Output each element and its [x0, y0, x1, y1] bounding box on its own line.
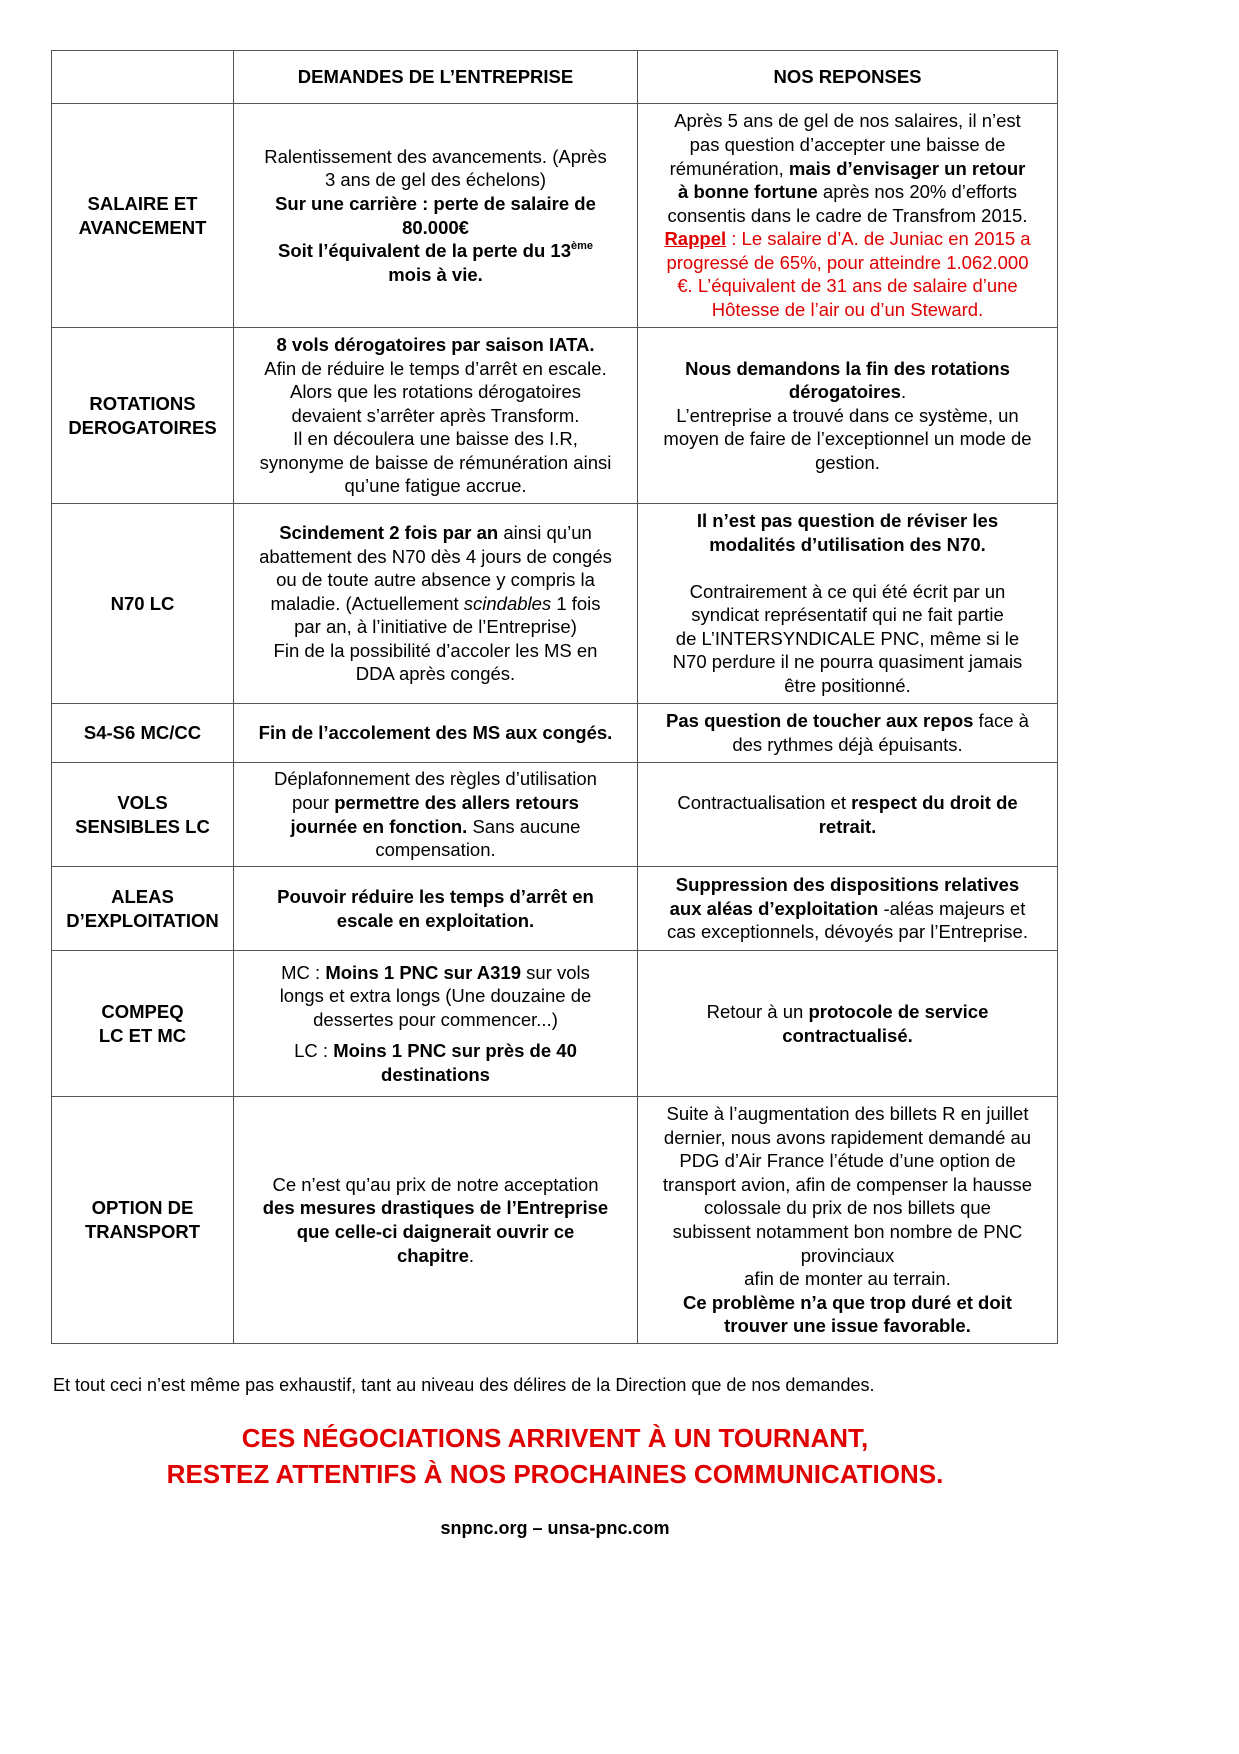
footer-links: snpnc.org – unsa-pnc.com [440, 1518, 670, 1538]
table-row [52, 1097, 1058, 1344]
table-row [52, 867, 1058, 951]
table-row [52, 104, 1058, 328]
row-label: OPTION DE TRANSPORT [52, 1097, 234, 1344]
row-label: ROTATIONS DEROGATOIRES [52, 328, 234, 504]
response-cell: Pas question de toucher aux repos face à des rythmes déjà épuisants. [638, 704, 1058, 763]
demand-cell: Scindement 2 fois par an ainsi qu’un abattement des N70 dès 4 jours de congés ou de toute autre absence y compris la maladie. (Actuellement scindables 1 fois par an, à l’initiative de l’Entreprise) Fin de la possibilité d’accoler les MS en DDA après congés. [234, 504, 638, 704]
row-label: N70 LC [52, 504, 234, 704]
red-callout [0, 1420, 1110, 1492]
row-label: S4-S6 MC/CC [52, 704, 234, 763]
table-row [52, 328, 1058, 504]
demand-cell: MC : Moins 1 PNC sur A319 sur vols longs et extra longs (Une douzaine de dessertes pour commencer...) LC : Moins 1 PNC sur près de 40 destinations [234, 951, 638, 1097]
rappel-note: Rappel : Le salaire d’A. de Juniac en 2015 a [664, 228, 1031, 250]
response-cell: Il n’est pas question de réviser les modalités d’utilisation des N70. Contrairement à ce qui été écrit par un syndicat représentatif qui ne fait partie de L’INTERSYNDICALE PNC, même si le N70 perdure il ne pourra quasiment jamais être positionné. [638, 504, 1058, 704]
demand-cell: Ce n’est qu’au prix de notre acceptation des mesures drastiques de l’Entreprise que celle-ci daignerait ouvrir ce chapitre. [234, 1097, 638, 1344]
negotiation-table [51, 50, 1058, 1344]
row-label: COMPEQ LC ET MC [52, 951, 234, 1097]
response-cell: Suite à l’augmentation des billets R en juillet dernier, nous avons rapidement demandé au PDG d’Air France l’étude d’une option de transport avion, afin de compenser la hausse colossale du prix de nos billets que subissent notamment bon nombre de PNC provinciaux afin de monter au terrain. Ce problème n’a que trop duré et doit trouver une issue favorable. [638, 1097, 1058, 1344]
demand-cell: Pouvoir réduire les temps d’arrêt en escale en exploitation. [234, 867, 638, 951]
table-row [52, 704, 1058, 763]
row-label: SALAIRE ET AVANCEMENT [52, 104, 234, 328]
demand-cell: Fin de l’accolement des MS aux congés. [234, 704, 638, 763]
table-row [52, 504, 1058, 704]
callout-line-2: RESTEZ ATTENTIFS À NOS PROCHAINES COMMUNICATIONS. [166, 1459, 944, 1489]
demand-cell: 8 vols dérogatoires par saison IATA. Afin de réduire le temps d’arrêt en escale. Alors que les rotations dérogatoires devaient s’arrêter après Transform. Il en découlera une baisse des I.R, synonyme de baisse de rémunération ainsi qu’une fatigue accrue. [234, 328, 638, 504]
response-cell: Après 5 ans de gel de nos salaires, il n’est pas question d’accepter une baisse de rémunération, mais d’envisager un retour à bonne fortune après nos 20% d’efforts consentis dans le cadre de Transfrom 2015. Rappel : Le salaire d’A. de Juniac en 2015 a progressé de 65%, pour atteindre 1.062.000 €. L’équivalent de 31 ans de salaire d’une Hôtesse de l’air ou d’un Steward. [638, 104, 1058, 328]
response-cell: Suppression des dispositions relatives aux aléas d’exploitation -aléas majeurs et cas exceptionnels, dévoyés par l’Entreprise. [638, 867, 1058, 951]
response-cell: Contractualisation et respect du droit de retrait. [638, 763, 1058, 867]
header-reponses: NOS REPONSES [638, 51, 1058, 104]
row-label: ALEAS D’EXPLOITATION [52, 867, 234, 951]
response-cell: Nous demandons la fin des rotations dérogatoires. L’entreprise a trouvé dans ce système, un moyen de faire de l’exceptionnel un mode de gestion. [638, 328, 1058, 504]
row-label: VOLS SENSIBLES LC [52, 763, 234, 867]
callout-line-1: CES NÉGOCIATIONS ARRIVENT À UN TOURNANT, [241, 1423, 869, 1453]
header-empty [52, 51, 234, 104]
table-header-row [52, 51, 1058, 104]
header-demandes: DEMANDES DE L’ENTREPRISE [234, 51, 638, 104]
table-row [52, 763, 1058, 867]
closing-note: Et tout ceci n’est même pas exhaustif, tant au niveau des délires de la Direction que de nos demandes. [53, 1375, 875, 1395]
demand-cell: Déplafonnement des règles d’utilisation pour permettre des allers retours journée en fonction. Sans aucune compensation. [234, 763, 638, 867]
table-row [52, 951, 1058, 1097]
response-cell: Retour à un protocole de service contractualisé. [638, 951, 1058, 1097]
demand-cell: Ralentissement des avancements. (Après 3 ans de gel des échelons) Sur une carrière : perte de salaire de 80.000€ Soit l’équivalent de la perte du 13ème mois à vie. [234, 104, 638, 328]
